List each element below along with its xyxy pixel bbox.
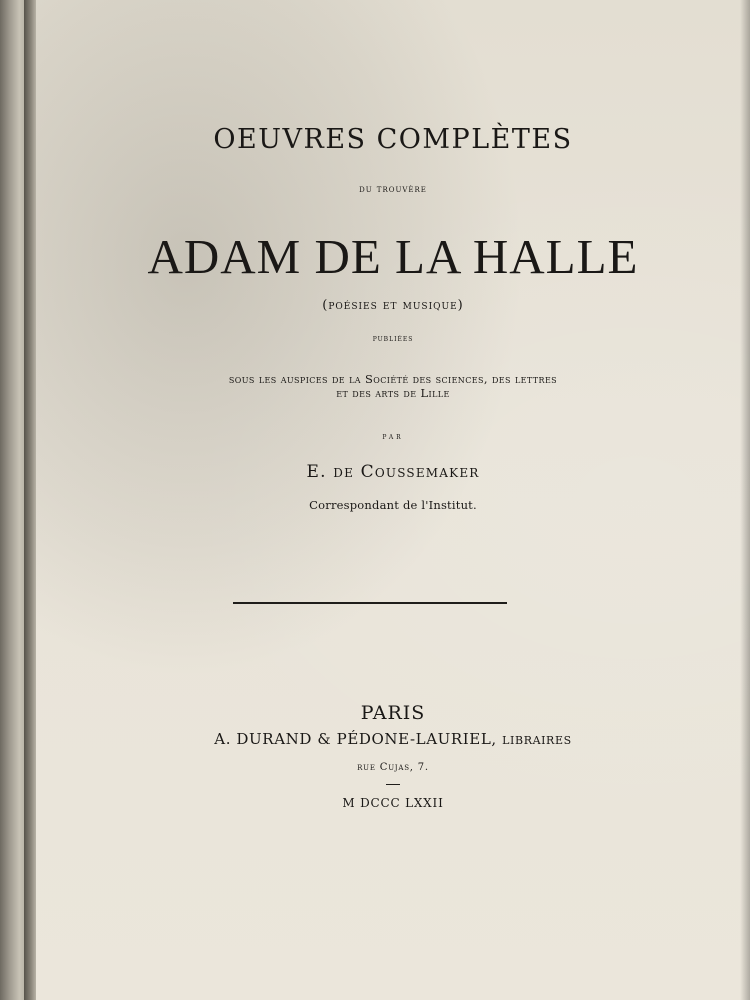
horizontal-rule xyxy=(233,602,507,604)
small-dash xyxy=(386,784,400,785)
auspices-line-1: sous les auspices de la Société des sciences, des lettres xyxy=(228,372,558,386)
editor-name: E. de Coussemaker xyxy=(306,462,480,482)
publisher-address: rue Cujas, 7. xyxy=(357,762,429,773)
author-name: ADAM DE LA HALLE xyxy=(147,229,639,284)
left-page-edge xyxy=(0,0,26,1000)
auspices-line-2: et des arts de Lille xyxy=(336,386,450,400)
subtitle: (poésies et musique) xyxy=(322,298,464,313)
publisher-line: A. DURAND & PÉDONE-LAURIEL, libraires xyxy=(214,730,572,748)
publiees-line: publiées xyxy=(372,334,414,344)
editor-role: Correspondant de l'Institut. xyxy=(309,498,477,512)
par-line: par xyxy=(382,432,404,442)
title-page xyxy=(36,0,750,1000)
du-trouvere-line: du trouvère xyxy=(359,184,427,195)
publication-city: PARIS xyxy=(360,702,426,724)
publication-year: M DCCC LXXII xyxy=(342,796,444,810)
book-title: OEUVRES COMPLÈTES xyxy=(213,124,573,155)
